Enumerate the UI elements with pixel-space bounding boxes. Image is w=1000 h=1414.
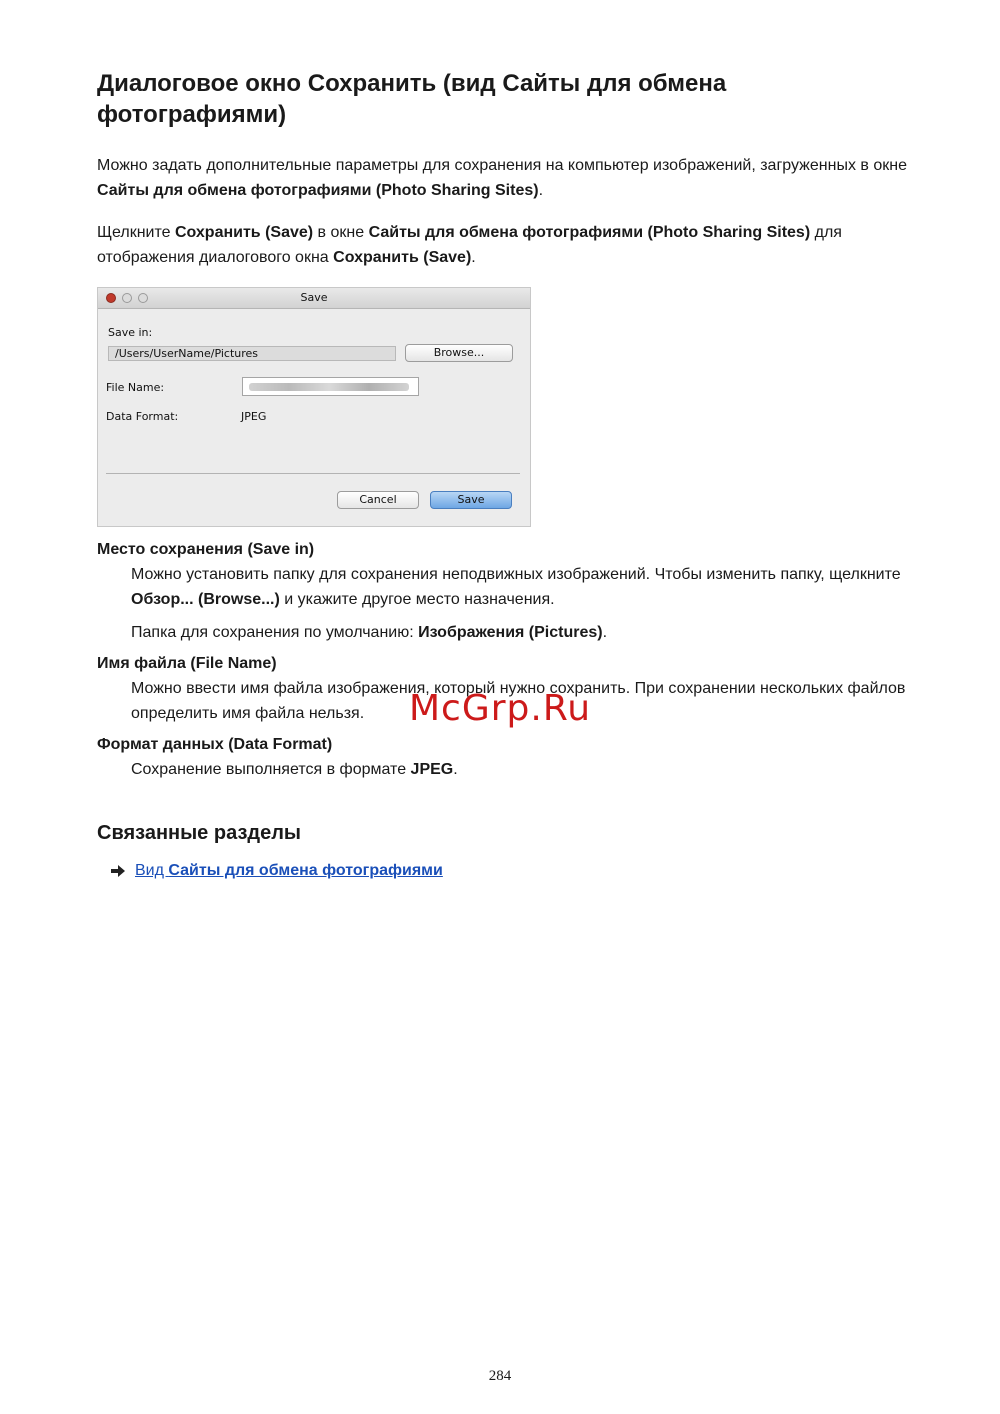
instruction-bold-2: Сайты для обмена фотографиями (Photo Sharing Sites): [368, 224, 811, 241]
save-path-field: /Users/UserName/Pictures: [108, 346, 396, 361]
term-file-name: Имя файла (File Name): [97, 655, 277, 672]
file-name-input[interactable]: [242, 377, 419, 396]
save-in-text-2-prefix: Папка для сохранения по умолчанию:: [131, 624, 419, 641]
dialog-title: Save: [300, 291, 328, 304]
instruction-text-2: в окне: [313, 224, 369, 241]
instruction-bold-1: Сохранить (Save): [174, 224, 314, 241]
dialog-titlebar: [98, 288, 530, 309]
data-format-label: Data Format:: [106, 410, 179, 423]
watermark: McGrp.Ru: [409, 688, 592, 729]
file-name-label: File Name:: [106, 381, 165, 394]
related-link-prefix: Вид: [135, 862, 169, 879]
instruction-text-4: .: [471, 249, 476, 266]
page-title: Диалоговое окно Сохранить (вид Сайты для обмена фотографиями): [97, 70, 727, 128]
related-link[interactable]: [135, 862, 443, 880]
save-in-label: Save in:: [108, 326, 153, 339]
blurred-file-name: [249, 383, 409, 391]
data-format-text-bold: JPEG: [410, 761, 454, 778]
related-link-bold: Сайты для обмена фотографиями: [168, 862, 443, 879]
data-format-text-prefix: Сохранение выполняется в формате: [131, 761, 411, 778]
data-format-text: [131, 757, 907, 782]
intro-paragraph: [97, 153, 907, 203]
intro-text: Можно задать дополнительные параметры для сохранения на компьютер изображений, загруженных в окне: [97, 157, 907, 174]
save-button[interactable]: Save: [430, 491, 512, 509]
page-number: 284: [488, 1368, 512, 1384]
browse-button[interactable]: Browse...: [405, 344, 513, 362]
data-format-value: JPEG: [241, 410, 267, 423]
save-in-text-1-bold: Обзор... (Browse...): [131, 591, 280, 608]
definition-save-in: [97, 562, 907, 645]
related-heading: Связанные разделы: [97, 822, 301, 844]
definition-data-format: [97, 757, 907, 782]
term-data-format: Формат данных (Data Format): [97, 736, 333, 753]
file-name-text: Можно ввести имя файла изображения, который нужно сохранить. При сохранении нескольких файлов определить имя файла нельзя.: [131, 680, 906, 722]
save-in-text-2: [131, 620, 907, 645]
instruction-paragraph: [97, 220, 907, 270]
intro-suffix: .: [538, 182, 544, 199]
dialog-separator: [106, 473, 520, 474]
save-in-text-1-suffix: и укажите другое место назначения.: [279, 591, 555, 608]
term-save-in: Место сохранения (Save in): [97, 541, 315, 558]
save-in-text-2-bold: Изображения (Pictures): [418, 624, 603, 641]
save-in-text-1-prefix: Можно установить папку для сохранения неподвижных изображений. Чтобы изменить папку, щелкните: [131, 566, 901, 583]
cancel-button[interactable]: Cancel: [337, 491, 419, 509]
save-in-text-1: [131, 562, 907, 612]
page-content: [97, 68, 907, 880]
save-in-text-2-suffix: .: [602, 624, 608, 641]
data-format-text-suffix: .: [453, 761, 458, 778]
instruction-text-1: Щелкните: [97, 224, 175, 241]
arrow-right-icon: [111, 865, 125, 877]
instruction-bold-3: Сохранить (Save): [333, 249, 472, 266]
instruction-text-3: для отображения диалогового окна: [97, 224, 842, 266]
related-link-item: [111, 862, 907, 880]
intro-bold: Сайты для обмена фотографиями (Photo Sharing Sites): [97, 182, 539, 199]
save-dialog-screenshot: [97, 287, 531, 527]
